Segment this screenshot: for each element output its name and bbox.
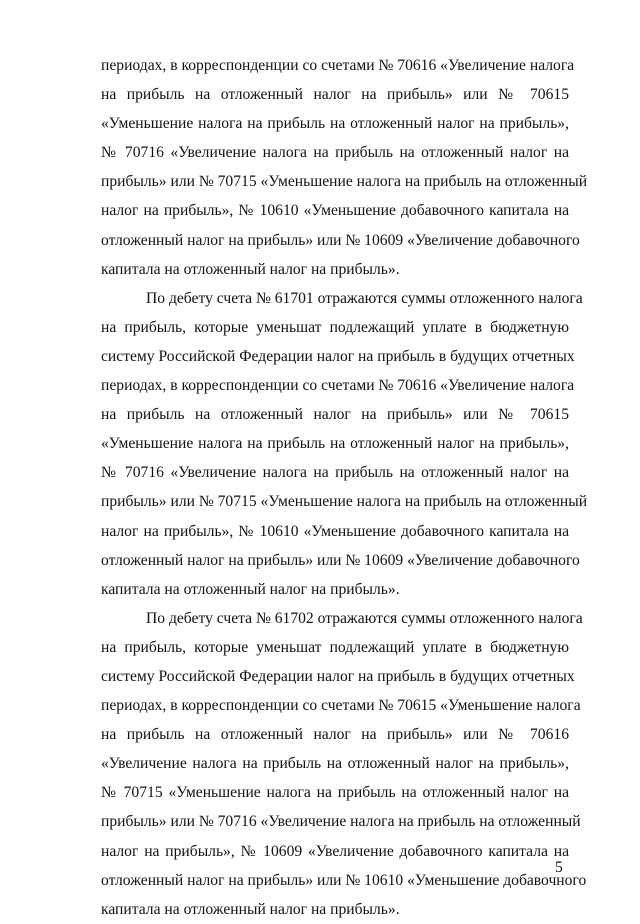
text-line: прибыль» или № 70715 «Уменьшение налога на прибыль на отложенный	[101, 173, 588, 191]
text-line: периодах, в корреспонденции со счетами № 70616 «Увеличение налога	[101, 377, 575, 395]
text-line: на прибыль, которые уменьшат подлежащий уплате в бюджетную	[101, 318, 569, 336]
paragraph-start-line: По дебету счета № 61702 отражаются суммы отложенного налога	[146, 609, 583, 627]
text-line: прибыль» или № 70715 «Уменьшение налога на прибыль на отложенный	[101, 493, 588, 511]
text-line: налог на прибыль», № 10610 «Уменьшение добавочного капитала на	[101, 522, 569, 540]
text-line: № 70716 «Увеличение налога на прибыль на отложенный налог на	[101, 144, 569, 162]
text-line: на прибыль на отложенный налог на прибыль» или № 70616	[101, 726, 569, 744]
text-line: «Увеличение налога на прибыль на отложенный налог на прибыль»,	[101, 755, 569, 773]
text-line: систему Российской Федерации налог на прибыль в будущих отчетных	[101, 667, 575, 685]
text-line: «Уменьшение налога на прибыль на отложенный налог на прибыль»,	[101, 115, 569, 133]
text-line: на прибыль, которые уменьшат подлежащий уплате в бюджетную	[101, 638, 569, 656]
text-line: систему Российской Федерации налог на прибыль в будущих отчетных	[101, 347, 575, 365]
text-line: отложенный налог на прибыль» или № 10609 «Увеличение добавочного	[101, 231, 580, 249]
text-line: периодах, в корреспонденции со счетами № 70616 «Увеличение налога	[101, 57, 575, 74]
text-line: прибыль» или № 70716 «Увеличение налога на прибыль на отложенный	[101, 813, 581, 831]
text-line: периодах, в корреспонденции со счетами № 70615 «Уменьшение налога	[101, 697, 581, 715]
body-text	[101, 51, 588, 924]
paragraph-end-line: капитала на отложенный налог на прибыль».	[101, 580, 400, 598]
paragraph-end-line: капитала на отложенный налог на прибыль».	[101, 260, 400, 278]
paragraph-start-line: По дебету счета № 61701 отражаются суммы отложенного налога	[146, 289, 583, 307]
text-line: отложенный налог на прибыль» или № 10610 «Уменьшение добавочного	[101, 871, 587, 889]
page-number: 5	[555, 859, 563, 876]
text-line: № 70716 «Увеличение налога на прибыль на отложенный налог на	[101, 464, 569, 482]
text-line: на прибыль на отложенный налог на прибыль» или № 70615	[101, 86, 569, 104]
text-line: № 70715 «Уменьшение налога на прибыль на отложенный налог на	[101, 784, 569, 802]
text-line: отложенный налог на прибыль» или № 10609 «Увеличение добавочного	[101, 551, 580, 569]
text-line: «Уменьшение налога на прибыль на отложенный налог на прибыль»,	[101, 435, 569, 453]
text-line: налог на прибыль», № 10609 «Увеличение добавочного капитала на	[101, 842, 569, 860]
text-line: на прибыль на отложенный налог на прибыль» или № 70615	[101, 406, 569, 424]
paragraph-end-line: капитала на отложенный налог на прибыль».	[101, 900, 400, 918]
text-line: налог на прибыль», № 10610 «Уменьшение добавочного капитала на	[101, 202, 569, 220]
